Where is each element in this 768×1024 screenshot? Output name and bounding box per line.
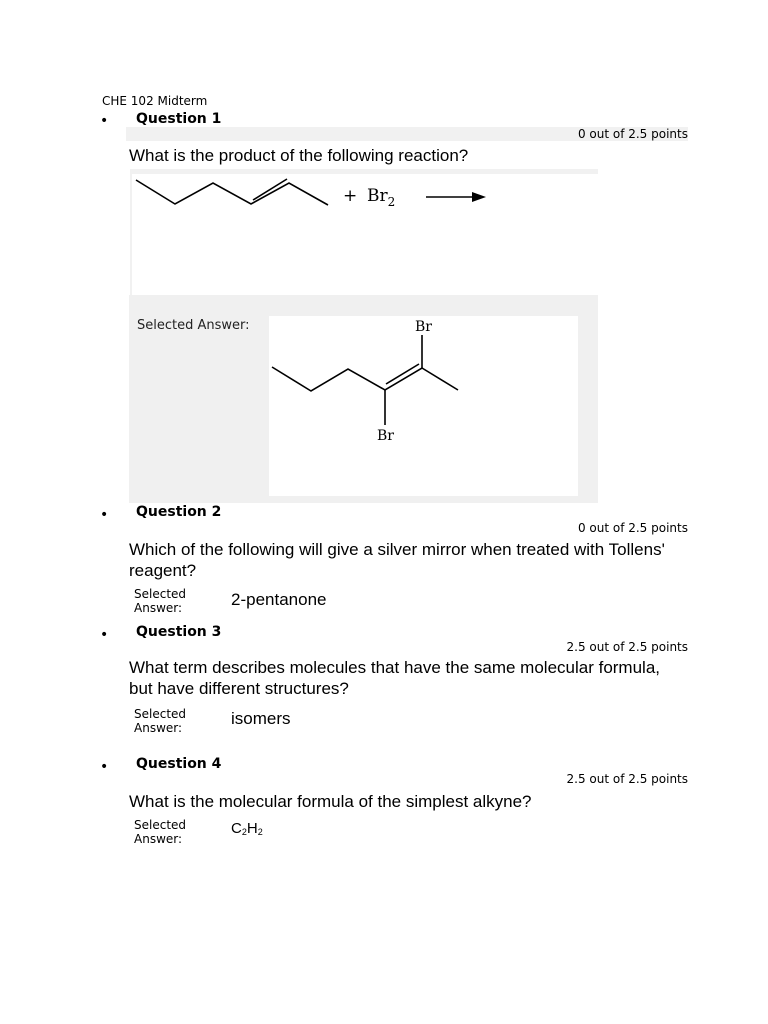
bottom-br-label: Br <box>377 428 394 444</box>
product-double-bond <box>386 364 419 384</box>
answer-structure <box>269 316 578 496</box>
document-title: CHE 102 Midterm <box>102 94 208 108</box>
question-4-text: What is the molecular formula of the simplest alkyne? <box>129 792 532 811</box>
question-1-selected-label: Selected Answer: <box>137 318 250 333</box>
question-3-points: 2.5 out of 2.5 points <box>566 640 688 654</box>
question-2-text: Which of the following will give a silver mirror when treated with Tollens' reagent? <box>129 540 665 580</box>
top-br-label: Br <box>415 319 432 335</box>
question-3-text: What term describes molecules that have the same molecular formula, but have different structures? <box>129 658 661 698</box>
question-2-points: 0 out of 2.5 points <box>577 521 688 535</box>
question-4-points: 2.5 out of 2.5 points <box>566 772 688 786</box>
question-4-label: Question 4 <box>136 756 222 772</box>
question-2-label: Question 2 <box>136 504 222 520</box>
double-bond-line <box>253 179 287 200</box>
bullet-q4: • <box>100 759 109 775</box>
reaction-diagram <box>132 174 598 295</box>
bullet-q2: • <box>100 507 109 523</box>
question-4-answer: $C_2H_2$ <box>231 820 263 837</box>
reagent-br: $Br_2$ <box>367 186 396 209</box>
alkene-skeleton <box>136 180 328 205</box>
question-3-answer: isomers <box>231 709 291 728</box>
question-2-answer: 2-pentanone <box>231 590 327 609</box>
question-1-label: Question 1 <box>136 111 222 127</box>
bullet-q1: • <box>100 113 109 129</box>
bullet-q3: • <box>100 627 109 643</box>
question-3-label: Question 3 <box>136 624 222 640</box>
question-2-selected-label: Selected Answer: <box>134 587 187 615</box>
plus-sign: + <box>343 186 358 206</box>
question-3-selected-label: Selected Answer: <box>134 707 187 735</box>
product-skeleton <box>272 367 458 391</box>
question-1-reaction-image <box>132 174 598 295</box>
question-1-text: What is the product of the following reaction? <box>129 146 469 165</box>
reaction-arrow-head <box>472 192 486 202</box>
question-1-points: 0 out of 2.5 points <box>577 127 688 141</box>
question-1-answer-image <box>269 316 578 496</box>
question-4-selected-label: Selected Answer: <box>134 818 187 846</box>
